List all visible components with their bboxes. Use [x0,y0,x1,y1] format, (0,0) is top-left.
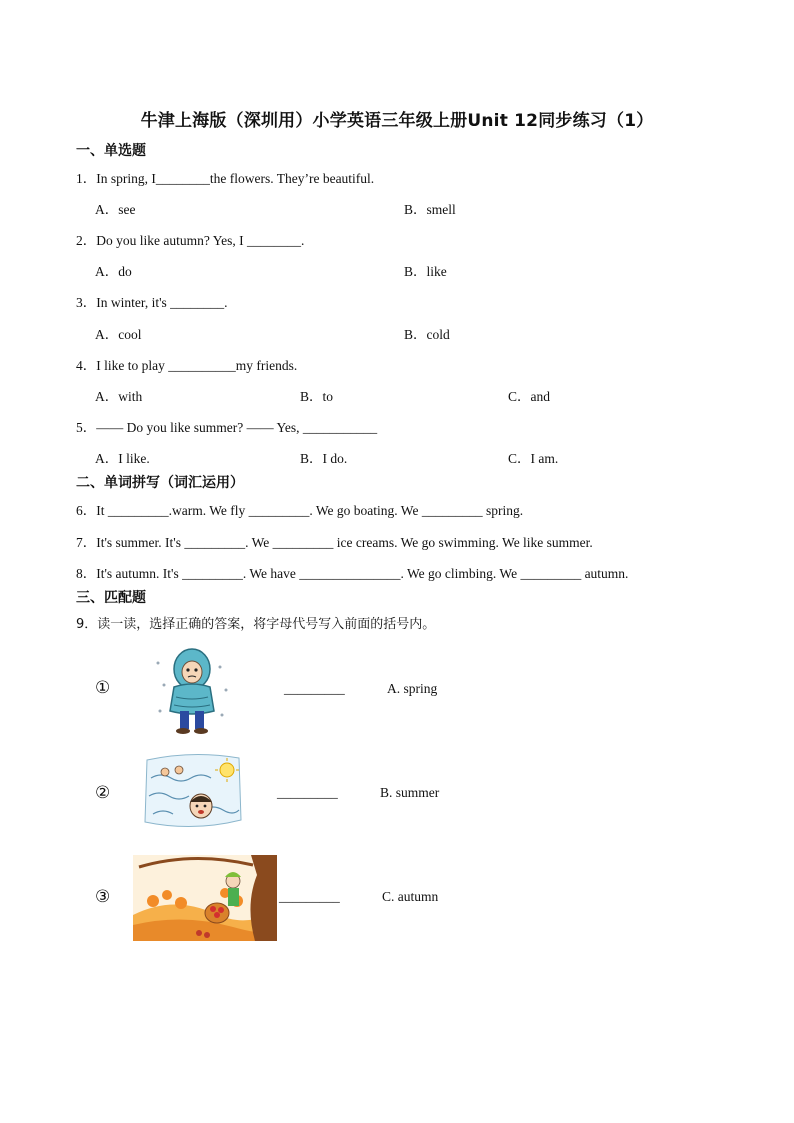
match-blank-1[interactable]: _________ [284,681,345,696]
question-8: 8．It's autumn. It's _________. We have _______________. We go climbing. We _________ autumn. [76,566,629,581]
question-9-instruction: 9．读一读，选择正确的答案，将字母代号写入前面的括号内。 [76,617,436,632]
match-option-a: A. spring [387,681,438,696]
question-2-option-b[interactable]: B．like [404,264,447,279]
match-option-c: C. autumn [382,889,439,904]
question-5-option-b[interactable]: B．I do. [300,451,348,466]
question-2-stem: 2．Do you like autumn? Yes, I ________. [76,233,305,248]
question-1-option-a[interactable]: A．see [95,202,136,217]
match-number-2: ② [95,783,111,803]
section-heading-matching: 三、匹配题 [76,590,146,606]
question-1-option-b[interactable]: B．smell [404,202,456,217]
question-2-option-a[interactable]: A．do [95,264,132,279]
section-heading-single-choice: 一、单选题 [76,143,146,159]
question-3-stem: 3．In winter, it's ________. [76,295,228,310]
question-4-option-a[interactable]: A．with [95,389,143,404]
question-5-option-c[interactable]: C．I am. [508,451,559,466]
question-3-option-a[interactable]: A．cool [95,327,142,342]
match-blank-3[interactable]: _________ [279,889,340,904]
question-7: 7．It's summer. It's _________. We _________ ice creams. We go swimming. We like summer. [76,535,593,550]
match-blank-2[interactable]: _________ [277,785,338,800]
question-3-option-b[interactable]: B．cold [404,327,450,342]
page-title: 牛津上海版（深圳用）小学英语三年级上册Unit 12同步练习（1） [140,111,654,131]
question-4-option-c[interactable]: C．and [508,389,550,404]
match-number-3: ③ [95,887,111,907]
question-4-option-b[interactable]: B．to [300,389,334,404]
section-heading-spelling: 二、单词拼写（词汇运用） [76,475,244,491]
match-number-1: ① [95,678,111,698]
summer-swimming-picture [143,750,243,832]
question-6: 6．It _________.warm. We fly _________. We go boating. We _________ spring. [76,503,524,518]
winter-child-picture [150,645,232,737]
question-5-option-a[interactable]: A．I like. [95,451,150,466]
question-5-stem: 5．—— Do you like summer? —— Yes, ___________ [76,420,378,435]
question-4-stem: 4．I like to play __________my friends. [76,358,298,373]
autumn-picking-picture [133,855,277,941]
match-option-b: B. summer [380,785,440,800]
question-1-stem: 1．In spring, I________the flowers. They’re beautiful. [76,171,375,186]
